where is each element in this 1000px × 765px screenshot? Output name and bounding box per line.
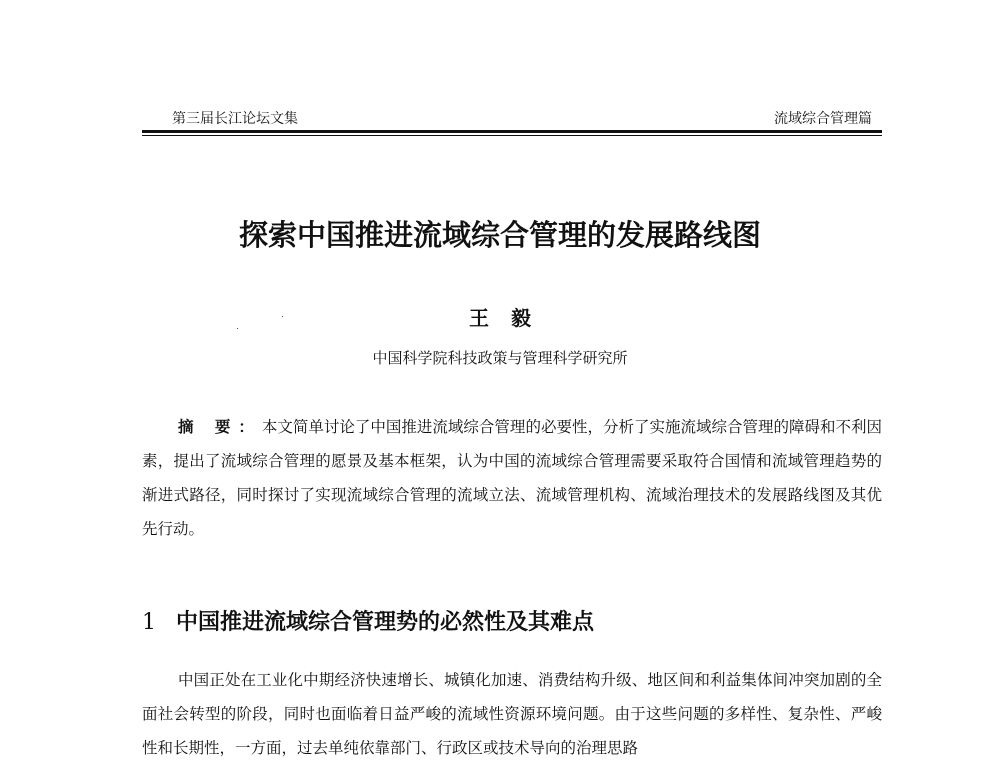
paper-affiliation: 中国科学院科技政策与管理科学研究所 [372, 349, 628, 367]
section-number: 1 [142, 610, 156, 635]
abstract-text: 本文简单讨论了中国推进流域综合管理的必要性，分析了实施流域综合管理的障碍和不利因素，提出了流域综合管理的愿景及基本框架，认为中国的流域综合管理需要采取符合国情和流域管理趋势的渐进式路径，同时探讨了实现流域综合管理的流域立法、流域管理机构、流域治理技术的发展路线图及其优先行动。 [142, 418, 882, 538]
section-paragraph: 中国正处在工业化中期经济快速增长、城镇化加速、消费结构升级、地区间和利益集体间冲突加剧的全面社会转型的阶段，同时也面临着日益严峻的流域性资源环境问题。由于这些问题的多样性、复杂性、严峻性和长期性，一方面，过去单纯依靠部门、行政区或技术导向的治理思路 [142, 671, 882, 757]
paper-title: 探索中国推进流域综合管理的发展路线图 [238, 218, 761, 252]
section-title: 中国推进流域综合管理势的必然性及其难点 [176, 609, 595, 635]
running-header-right: 流域综合管理篇 [774, 111, 872, 127]
running-header-left: 第三届长江论坛文集 [172, 111, 298, 127]
paper-author: 王毅 [469, 306, 553, 330]
running-header [142, 108, 882, 130]
scan-speck [282, 316, 283, 317]
scan-speck [237, 328, 238, 329]
section-heading [142, 605, 882, 636]
header-rule-thick [142, 130, 882, 133]
abstract-paragraph [142, 410, 882, 546]
header-rule-thin [142, 135, 882, 136]
abstract-label: 摘 要： [178, 417, 262, 436]
